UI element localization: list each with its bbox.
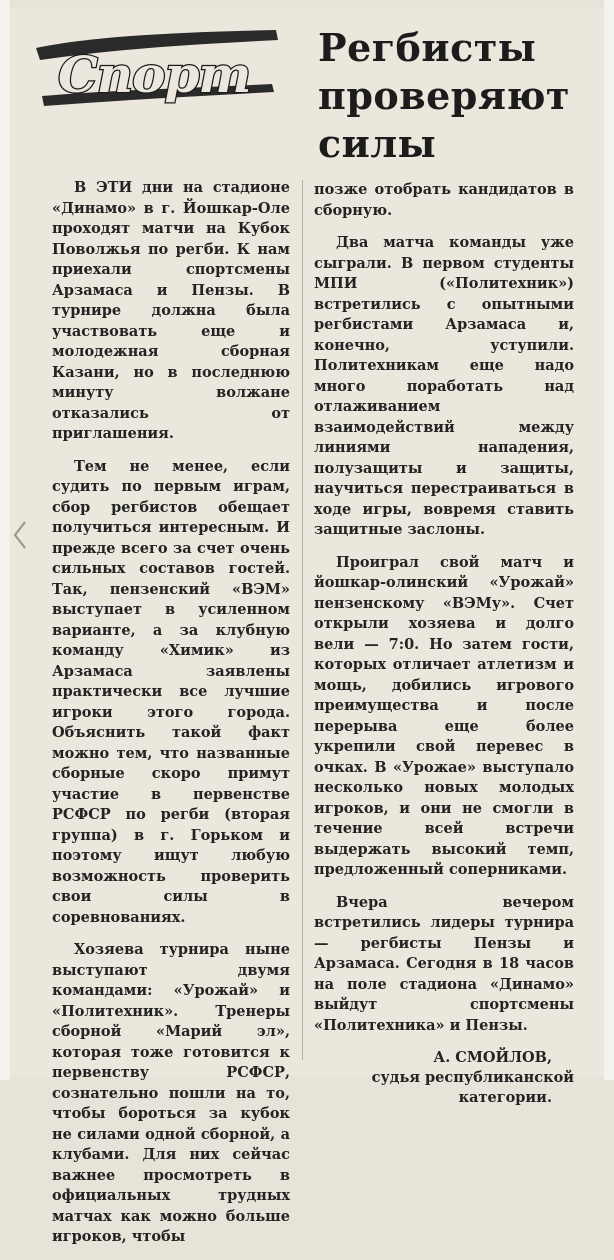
svg-text:Спорт: Спорт <box>58 45 251 104</box>
section-logo <box>32 26 282 116</box>
author-title: судья республиканской <box>371 1069 574 1086</box>
headline-line-1: Регбисты <box>318 25 537 70</box>
headline-line-3: силы <box>318 121 437 166</box>
chevron-left-icon[interactable] <box>12 520 28 550</box>
paragraph: Вчера вечером встретились лидеры турнира — регбисты Пензы и Арзамаса. Сегодня в 18 часов на поле стадиона «Динамо» выйдут спортсмены «Политехника» и Пензы. <box>314 893 574 1034</box>
page-margin-left <box>0 0 10 1080</box>
page-margin-right <box>604 0 614 1080</box>
column-divider <box>302 180 303 1060</box>
author-name: А. СМОЙЛОВ, <box>433 1049 552 1066</box>
headline-line-2: проверяют <box>318 73 570 118</box>
paragraph: позже отобрать кандидатов в сборную. <box>314 181 574 219</box>
article-column-left <box>52 178 290 1260</box>
paragraph: Проиграл свой матч и йошкар-олинский «Урожай» пензенскому «ВЭМу». Счет открыли хозяева и долго вели — 7:0. Но затем гости, которых отличает атлетизм и мощь, добились игрового преимущества и после перерыва еще более укрепили свой перевес в очках. В «Урожае» выступало несколько новых молодых игроков, и они не смогли в течение всей встречи выдержать высокий темп, предложенный соперниками. <box>314 553 574 878</box>
section-logo-art <box>32 26 282 116</box>
article-headline <box>318 24 598 168</box>
paragraph: Тем не менее, если судить по первым играм, сбор регбистов обещает получиться интересным. И прежде всего за счет очень сильных составов гостей. Так, пензенский «ВЭМ» выступает в усиленном варианте, а за клубную команду «Химик» из Арзамаса заявлены практически все лучшие игроки этого города. Объяснить такой факт можно тем, что названные сборные скоро примут участие в первенстве РСФСР по регби (вторая группа) в г. Горьком и поэтому ищут любую возможность проверить свои силы в соревнованиях. <box>52 457 290 926</box>
author-title-2: категории. <box>458 1089 552 1106</box>
article-column-right <box>314 180 574 1108</box>
paragraph: Два матча команды уже сыграли. В первом студенты МПИ («Политехник») встретились с опытными регбистами Арзамаса и, конечно, уступили. Политехникам еще надо много поработать над отлаживанием взаимодействий между линиями нападения, полузащиты и защиты, научиться перестраиваться в ходе игры, вовремя ставить защитные заслоны. <box>314 234 574 538</box>
paragraph: Хозяева турнира ныне выступают двумя командами: «Урожай» и «Политехник». Тренеры сборной «Марий эл», которая тоже готовится к первенству РСФСР, сознательно пошли на то, чтобы бороться за кубок не силами одной сборной, а клубами. Для них сейчас важнее просмотреть в официальных трудных матчах как можно больше игроков, чтобы <box>52 941 290 1245</box>
author-signature <box>314 1048 574 1108</box>
paragraph: В ЭТИ дни на стадионе «Динамо» в г. Йошкар-Оле проходят матчи на Кубок Поволжья по регби. К нам приехали спортсмены Арзамаса и Пензы. В турнире должна была участвовать еще и молодежная сборная Казани, но в последнюю минуту волжане отказались от приглашения. <box>52 179 290 442</box>
